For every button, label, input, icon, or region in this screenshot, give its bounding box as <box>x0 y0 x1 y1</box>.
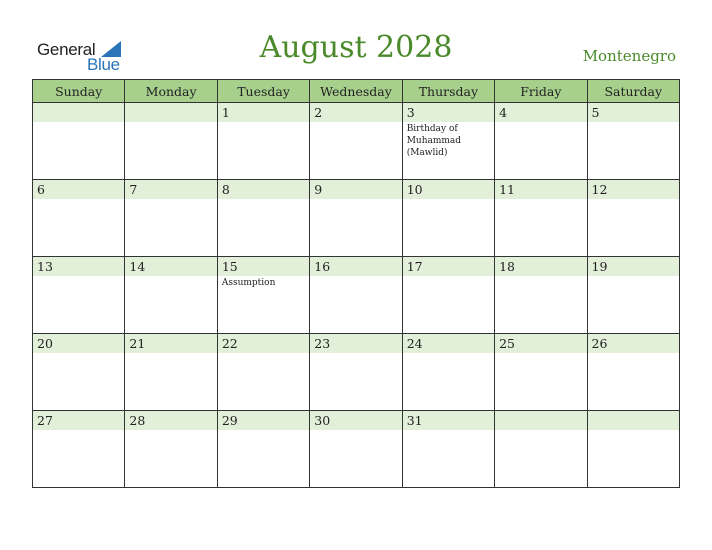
day-number: 29 <box>218 411 309 430</box>
day-cell <box>310 180 402 257</box>
day-cell <box>495 334 587 411</box>
day-number: 10 <box>403 180 494 199</box>
logo-text-general: General <box>37 40 96 59</box>
day-cell <box>587 411 679 488</box>
day-number: 5 <box>588 103 679 122</box>
day-number: 31 <box>403 411 494 430</box>
week-row <box>33 334 680 411</box>
day-cell <box>33 180 125 257</box>
day-cell <box>495 180 587 257</box>
day-number: 20 <box>33 334 124 353</box>
day-cell <box>402 103 494 180</box>
day-cell <box>310 103 402 180</box>
day-number: 17 <box>403 257 494 276</box>
day-cell <box>33 103 125 180</box>
day-number: 22 <box>218 334 309 353</box>
day-number: 8 <box>218 180 309 199</box>
day-number <box>33 103 124 122</box>
day-number: 18 <box>495 257 586 276</box>
weekday-header: Monday <box>125 80 217 103</box>
day-cell <box>33 334 125 411</box>
week-row <box>33 411 680 488</box>
day-cell <box>125 103 217 180</box>
day-number: 14 <box>125 257 216 276</box>
day-number: 26 <box>588 334 679 353</box>
day-cell <box>310 257 402 334</box>
weekday-header: Friday <box>495 80 587 103</box>
day-cell <box>217 180 309 257</box>
day-cell <box>125 180 217 257</box>
day-number: 25 <box>495 334 586 353</box>
day-number: 12 <box>588 180 679 199</box>
holiday-event: Assumption <box>221 278 276 288</box>
day-number: 11 <box>495 180 586 199</box>
day-cell <box>587 257 679 334</box>
day-cell <box>495 257 587 334</box>
day-cell <box>587 103 679 180</box>
day-number: 30 <box>310 411 401 430</box>
day-number <box>125 103 216 122</box>
day-number: 24 <box>403 334 494 353</box>
day-number: 15 <box>218 257 309 276</box>
day-number: 7 <box>125 180 216 199</box>
day-cell <box>125 411 217 488</box>
weekday-header: Sunday <box>33 80 125 103</box>
day-cell <box>402 180 494 257</box>
day-number: 9 <box>310 180 401 199</box>
country-label: Montenegro <box>582 47 676 65</box>
day-cell <box>402 411 494 488</box>
holiday-event: Birthday of Muhammad (Mawlid) <box>406 124 462 158</box>
weekday-header: Thursday <box>402 80 494 103</box>
weekday-header: Saturday <box>587 80 679 103</box>
day-cell <box>402 257 494 334</box>
day-number: 28 <box>125 411 216 430</box>
day-number: 23 <box>310 334 401 353</box>
day-cell <box>495 103 587 180</box>
day-cell <box>217 257 309 334</box>
day-cell <box>217 411 309 488</box>
day-cell <box>402 334 494 411</box>
weekday-header: Tuesday <box>217 80 309 103</box>
day-number <box>588 411 679 430</box>
day-cell <box>217 103 309 180</box>
day-cell <box>587 180 679 257</box>
day-cell <box>125 257 217 334</box>
day-number: 27 <box>33 411 124 430</box>
logo-text-blue: Blue <box>87 55 120 74</box>
week-row <box>33 180 680 257</box>
day-cell <box>310 411 402 488</box>
day-cell <box>33 257 125 334</box>
day-cell <box>587 334 679 411</box>
day-number <box>495 411 586 430</box>
day-number: 3 <box>403 103 494 122</box>
calendar-grid <box>32 79 680 488</box>
day-cell <box>310 334 402 411</box>
weekday-header-row <box>33 80 680 103</box>
day-cell <box>495 411 587 488</box>
day-number: 1 <box>218 103 309 122</box>
day-number: 13 <box>33 257 124 276</box>
day-number: 4 <box>495 103 586 122</box>
day-number: 21 <box>125 334 216 353</box>
day-number: 16 <box>310 257 401 276</box>
weekday-header: Wednesday <box>310 80 402 103</box>
week-row <box>33 257 680 334</box>
page-title: August 2028 <box>259 30 453 65</box>
day-number: 19 <box>588 257 679 276</box>
day-number: 2 <box>310 103 401 122</box>
day-number: 6 <box>33 180 124 199</box>
day-cell <box>217 334 309 411</box>
day-cell <box>125 334 217 411</box>
week-row <box>33 103 680 180</box>
day-cell <box>33 411 125 488</box>
